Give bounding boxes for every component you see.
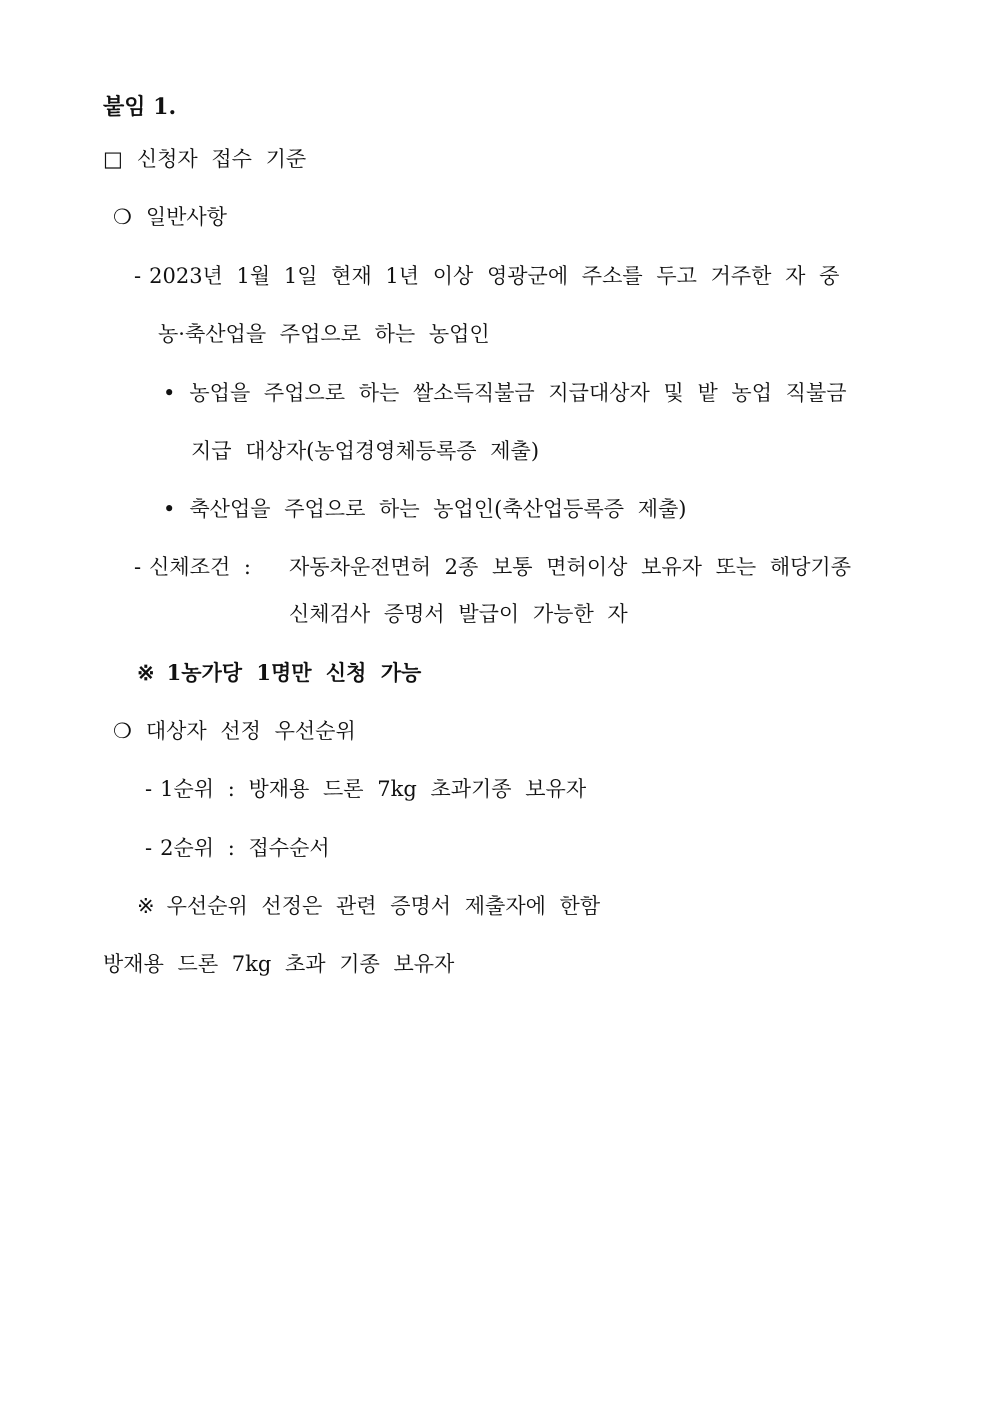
reference-mark-icon: ※ [137,894,155,918]
bullet-farm-line-2: 지급 대상자(농업경영체등록증 제출) [191,439,540,463]
dot-bullet-icon: • [163,381,176,405]
residence-line-2: 농·축산업을 주업으로 하는 농업인 [158,322,490,346]
priority-note [137,892,600,920]
dash-marker: - [134,555,142,579]
general-heading [113,203,227,231]
reference-mark-icon: ※ [137,660,155,685]
circle-bullet-icon: ❍ [113,205,132,229]
bullet-farm-line-1: 농업을 주업으로 하는 쌀소득직불금 지급대상자 및 밭 농업 직불금 [189,381,847,405]
physical-line-1: 자동차운전면허 2종 보통 면허이상 보유자 또는 해당기종 [289,555,851,579]
general-heading-text: 일반사항 [145,205,227,229]
bullet-farm-item [163,379,847,407]
residence-item [134,262,839,290]
section-heading [103,145,306,173]
checkbox-square-icon: □ [103,147,123,171]
dash-marker: - [145,777,153,801]
attachment-title: 붙임 1. [103,94,177,120]
priority-first-text: 1순위 : 방재용 드론 7kg 초과기종 보유자 [160,777,587,801]
dash-marker: - [145,836,153,860]
circle-bullet-icon: ❍ [113,719,132,743]
bullet-livestock-text: 축산업을 주업으로 하는 농업인(축산업등록증 제출) [189,497,687,521]
physical-item [134,553,251,581]
general-note [137,659,421,687]
priority-first-item [145,775,586,803]
dash-marker: - [134,264,142,288]
priority-note-text: 우선순위 선정은 관련 증명서 제출자에 한함 [166,894,601,918]
physical-line-2: 신체검사 증명서 발급이 가능한 자 [289,602,628,626]
priority-heading-text: 대상자 선정 우선순위 [145,719,356,743]
residence-line-1: 2023년 1월 1일 현재 1년 이상 영광군에 주소를 두고 거주한 자 중 [149,264,840,288]
priority-second-item [145,834,330,862]
general-note-text: 1농가당 1명만 신청 가능 [166,660,422,685]
section-heading-text: 신청자 접수 기준 [136,147,307,171]
dot-bullet-icon: • [163,497,176,521]
priority-heading [113,717,356,745]
footer-text: 방재용 드론 7kg 초과 기종 보유자 [103,952,455,976]
bullet-livestock-item [163,495,686,523]
priority-second-text: 2순위 : 접수순서 [160,836,330,860]
physical-label: 신체조건 : [149,555,252,579]
